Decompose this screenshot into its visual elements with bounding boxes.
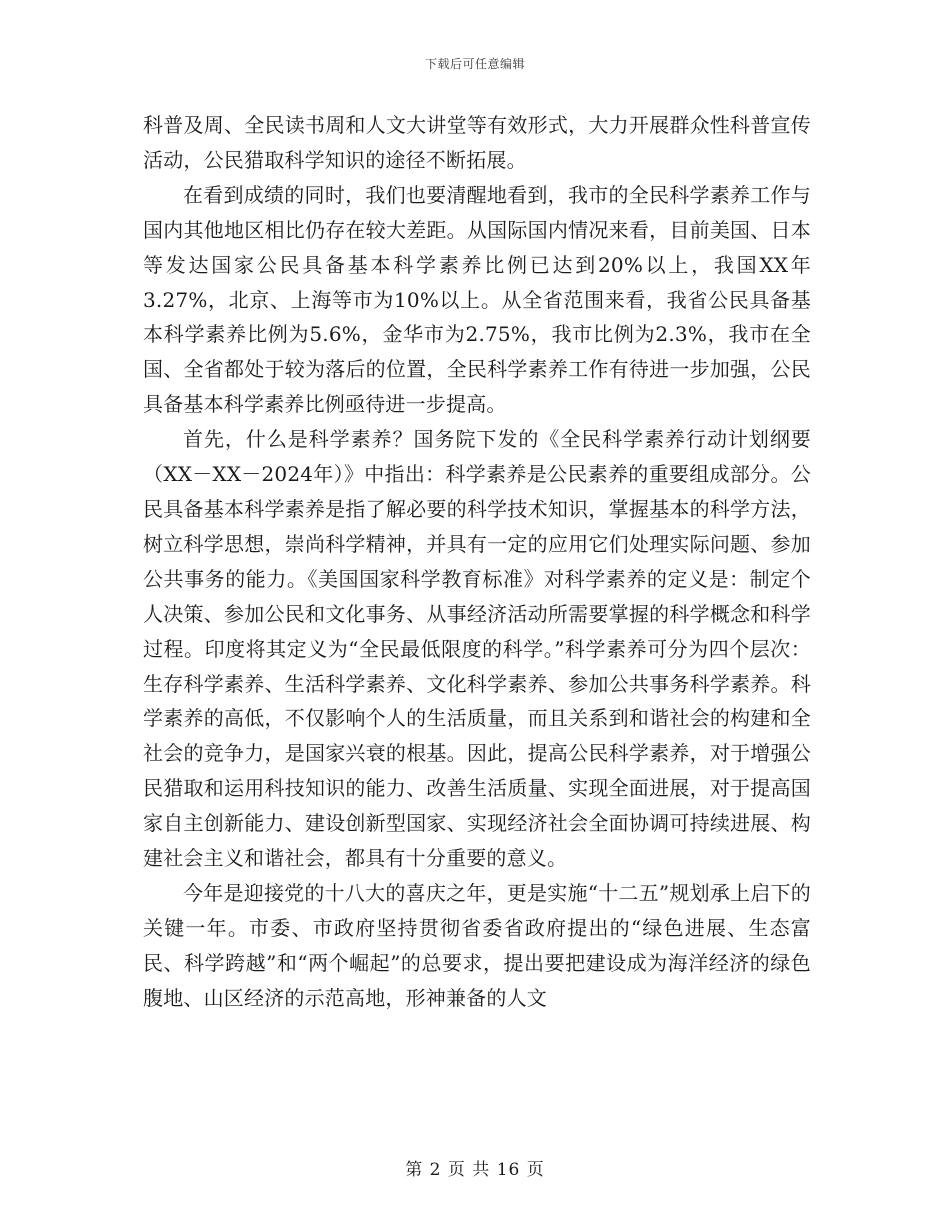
page-footer: 第 2 页 共 16 页	[405, 1160, 545, 1180]
page-header: 下载后可任意编辑	[424, 57, 525, 71]
paragraph-current-year: 今年是迎接党的十八大的喜庆之年，更是实施“十二五”规划承上启下的关键一年。市委、市政府坚持贯彻省委省政府提出的“绿色进展、生态富民、科学跨越”和“两个崛起”的总要求，提出要把建设成为海洋经济的绿色腹地、山区经济的示范高地，形神兼备的人文	[143, 880, 811, 1010]
paragraph-science-literacy-definition: 首先，什么是科学素养？国务院下发的《全民科学素养行动计划纲要（XX－XX－2024年）》中指出：科学素养是公民素养的重要组成部分。公民具备基本科学素养是指了解必要的科学技术知识，掌握基本的科学方法，树立科学思想，崇尚科学精神，并具有一定的应用它们处理实际问题、参加公共事务的能力。《美国国家科学教育标准》对科学素养的定义是：制定个人决策、参加公民和文化事务、从事经济活动所需要掌握的科学概念和科学过程。印度将其定义为“全民最低限度的科学。”科学素养可分为四个层次：生存科学素养、生活科学素养、文化科学素养、参加公共事务科学素养。科学素养的高低，不仅影响个人的生活质量，而且关系到和谐社会的构建和全社会的竞争力，是国家兴衰的根基。因此，提高公民科学素养，对于增强公民猎取和运用科技知识的能力、改善生活质量、实现全面进展，对于提高国家自主创新能力、建设创新型国家、实现经济社会全面协调可持续进展、构建社会主义和谐社会，都具有十分重要的意义。	[143, 427, 811, 871]
document-body	[143, 108, 811, 1016]
paragraph-continued: 科普及周、全民读书周和人文大讲堂等有效形式，大力开展群众性科普宣传活动，公民猎取科学知识的途径不断拓展。	[143, 113, 811, 172]
paragraph-gap-analysis: 在看到成绩的同时，我们也要清醒地看到，我市的全民科学素养工作与国内其他地区相比仍存在较大差距。从国际国内情况来看，目前美国、日本等发达国家公民具备基本科学素养比例已达到20%以上，我国XX年3.27%，北京、上海等市为10%以上。从全省范围来看，我省公民具备基本科学素养比例为5.6%，金华市为2.75%，我市比例为2.3%，我市在全国、全省都处于较为落后的位置，全民科学素养工作有待进一步加强，公民具备基本科学素养比例亟待进一步提高。	[143, 182, 811, 417]
